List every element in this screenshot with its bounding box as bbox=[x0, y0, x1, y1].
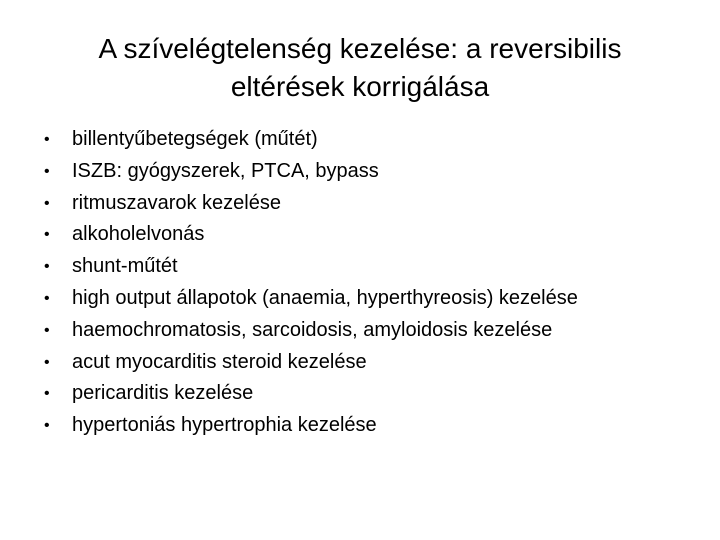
bullet-icon: • bbox=[44, 353, 50, 371]
list-item-text: ISZB: gyógyszerek, PTCA, bypass bbox=[72, 159, 379, 182]
list-item-text: hypertoniás hypertrophia kezelése bbox=[72, 414, 377, 437]
bullet-icon: • bbox=[44, 131, 50, 148]
list-item bbox=[44, 283, 578, 315]
list-item-text: haemochromatosis, sarcoidosis, amyloidosis kezelése bbox=[72, 318, 553, 341]
list-item bbox=[44, 188, 578, 220]
bullet-list bbox=[44, 124, 578, 442]
bullet-icon: • bbox=[44, 194, 50, 212]
bullet-icon: • bbox=[44, 289, 50, 307]
bullet-icon: • bbox=[44, 385, 50, 403]
list-item bbox=[44, 219, 578, 251]
list-item bbox=[44, 124, 578, 156]
slide-title bbox=[30, 30, 690, 106]
list-item bbox=[44, 410, 578, 442]
bullet-icon: • bbox=[44, 162, 50, 180]
list-item-text: shunt-műtét bbox=[72, 255, 178, 278]
list-item-text: billentyűbetegségek (műtét) bbox=[72, 128, 318, 150]
bullet-icon: • bbox=[44, 417, 50, 435]
bullet-icon: • bbox=[44, 258, 50, 276]
list-item-text: pericarditis kezelése bbox=[72, 382, 254, 405]
list-item bbox=[44, 156, 578, 188]
bullet-icon: • bbox=[44, 226, 50, 244]
slide-title-line-2: eltérések korrigálása bbox=[230, 71, 490, 102]
list-item-text: alkoholelvonás bbox=[72, 223, 205, 246]
slide-title-line-1: A szívelégtelenség kezelése: a reversibilis bbox=[98, 33, 622, 64]
bullet-icon: • bbox=[44, 321, 50, 339]
list-item-text: acut myocarditis steroid kezelése bbox=[72, 350, 367, 373]
list-item bbox=[44, 378, 578, 410]
list-item-text: high output állapotok (anaemia, hyperthyreosis) kezelése bbox=[72, 286, 578, 309]
list-item bbox=[44, 315, 578, 347]
list-item bbox=[44, 347, 578, 379]
list-item-text: ritmuszavarok kezelése bbox=[72, 191, 281, 214]
list-item bbox=[44, 251, 578, 283]
